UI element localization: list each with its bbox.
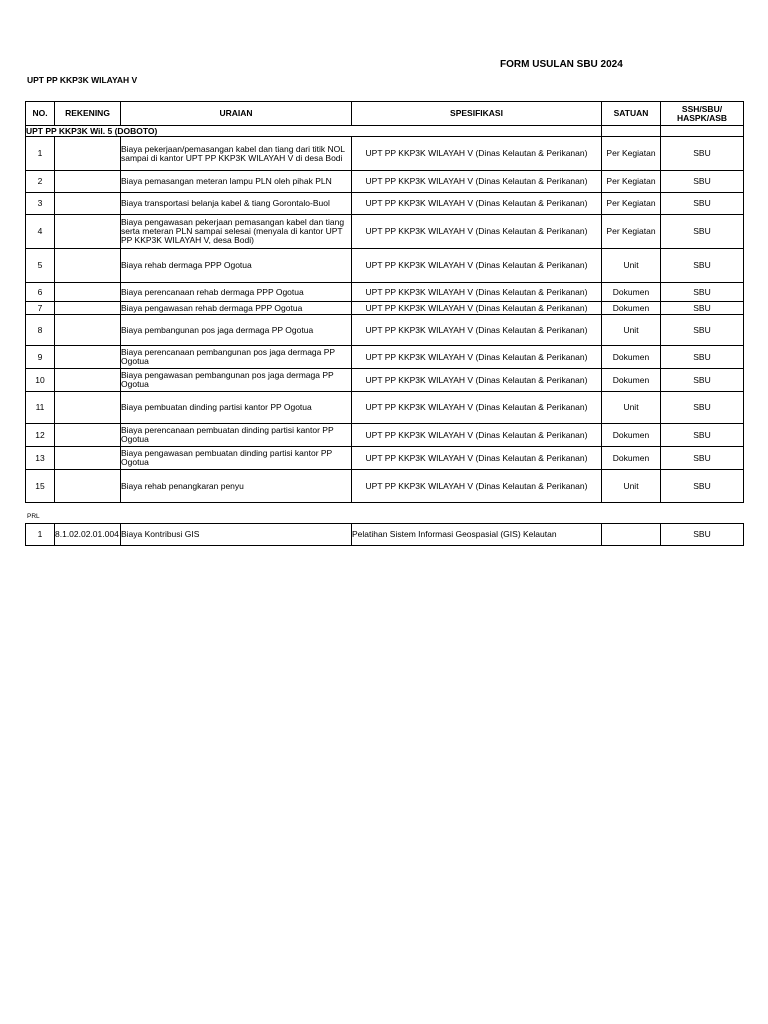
cell-rekening <box>55 315 121 346</box>
cell-satuan: Unit <box>602 249 661 283</box>
cell-spesifikasi: UPT PP KKP3K WILAYAH V (Dinas Kelautan & Perikanan) <box>352 302 602 315</box>
cell-rekening: 8.1.02.02.01.004 <box>55 524 121 546</box>
cell-satuan: Dokumen <box>602 302 661 315</box>
cell-no: 4 <box>26 215 55 249</box>
header-ssh-line2: HASPK/ASB <box>676 112 728 123</box>
cell-no: 10 <box>26 369 55 392</box>
cell-satuan: Per Kegiatan <box>602 193 661 215</box>
cell-ssh: SBU <box>661 447 744 470</box>
cell-ssh: SBU <box>661 315 744 346</box>
cell-ssh: SBU <box>661 283 744 302</box>
cell-ssh: SBU <box>661 137 744 171</box>
cell-no: 7 <box>26 302 55 315</box>
cell-spesifikasi: UPT PP KKP3K WILAYAH V (Dinas Kelautan & Perikanan) <box>352 249 602 283</box>
cell-uraian: Biaya pemasangan meteran lampu PLN oleh pihak PLN <box>121 171 352 193</box>
cell-satuan: Dokumen <box>602 447 661 470</box>
cell-satuan <box>602 524 661 546</box>
cell-uraian: Biaya transportasi belanja kabel & tiang Gorontalo-Buol <box>121 193 352 215</box>
cell-uraian: Biaya pembangunan pos jaga dermaga PP Ogotua <box>121 315 352 346</box>
cell-satuan: Dokumen <box>602 424 661 447</box>
cell-no: 6 <box>26 283 55 302</box>
cell-rekening <box>55 215 121 249</box>
cell-satuan: Unit <box>602 392 661 424</box>
cell-satuan: Unit <box>602 470 661 503</box>
header-no: NO. <box>26 102 55 126</box>
cell-no: 2 <box>26 171 55 193</box>
cell-spesifikasi: UPT PP KKP3K WILAYAH V (Dinas Kelautan & Perikanan) <box>352 215 602 249</box>
cell-no: 8 <box>26 315 55 346</box>
cell-ssh: SBU <box>661 524 744 546</box>
cell-rekening <box>55 470 121 503</box>
cell-ssh: SBU <box>661 369 744 392</box>
cell-uraian: Biaya perencanaan pembangunan pos jaga dermaga PP Ogotua <box>121 346 352 369</box>
sbu-table <box>25 101 744 503</box>
organization-label: UPT PP KKP3K WILAYAH V <box>27 75 138 85</box>
table-row <box>26 470 744 503</box>
cell-satuan: Dokumen <box>602 283 661 302</box>
table-row <box>26 424 744 447</box>
cell-rekening <box>55 424 121 447</box>
prl-label: PRL <box>27 513 40 520</box>
cell-satuan: Per Kegiatan <box>602 171 661 193</box>
section-cell-ssh <box>661 126 744 137</box>
header-rekening: REKENING <box>55 102 121 126</box>
cell-no: 9 <box>26 346 55 369</box>
header-ssh-line1: SSH/SBU/ <box>681 103 723 114</box>
header-ssh <box>661 102 744 126</box>
cell-ssh: SBU <box>661 249 744 283</box>
cell-no: 5 <box>26 249 55 283</box>
table-row <box>26 171 744 193</box>
cell-uraian: Biaya pengawasan rehab dermaga PPP Ogotua <box>121 302 352 315</box>
cell-no: 12 <box>26 424 55 447</box>
cell-ssh: SBU <box>661 470 744 503</box>
cell-no: 1 <box>26 137 55 171</box>
cell-rekening <box>55 392 121 424</box>
header-satuan: SATUAN <box>602 102 661 126</box>
table-row <box>26 315 744 346</box>
cell-rekening <box>55 137 121 171</box>
cell-rekening <box>55 249 121 283</box>
cell-no: 11 <box>26 392 55 424</box>
table-row <box>26 447 744 470</box>
cell-spesifikasi: UPT PP KKP3K WILAYAH V (Dinas Kelautan & Perikanan) <box>352 369 602 392</box>
cell-spesifikasi: UPT PP KKP3K WILAYAH V (Dinas Kelautan & Perikanan) <box>352 193 602 215</box>
table-row <box>26 302 744 315</box>
cell-no: 1 <box>26 524 55 546</box>
cell-rekening <box>55 302 121 315</box>
table-row <box>26 249 744 283</box>
cell-spesifikasi: UPT PP KKP3K WILAYAH V (Dinas Kelautan & Perikanan) <box>352 171 602 193</box>
cell-satuan: Dokumen <box>602 346 661 369</box>
section-label: UPT PP KKP3K Wil. 5 (DOBOTO) <box>26 126 352 137</box>
cell-uraian: Biaya perencanaan pembuatan dinding partisi kantor PP Ogotua <box>121 424 352 447</box>
cell-spesifikasi: UPT PP KKP3K WILAYAH V (Dinas Kelautan & Perikanan) <box>352 283 602 302</box>
cell-spesifikasi: UPT PP KKP3K WILAYAH V (Dinas Kelautan & Perikanan) <box>352 346 602 369</box>
cell-uraian: Biaya rehab dermaga PPP Ogotua <box>121 249 352 283</box>
section-row <box>26 126 744 137</box>
cell-rekening <box>55 193 121 215</box>
section-cell-satuan <box>602 126 661 137</box>
cell-ssh: SBU <box>661 424 744 447</box>
cell-satuan: Unit <box>602 315 661 346</box>
cell-no: 15 <box>26 470 55 503</box>
cell-spesifikasi: UPT PP KKP3K WILAYAH V (Dinas Kelautan & Perikanan) <box>352 137 602 171</box>
cell-rekening <box>55 369 121 392</box>
cell-ssh: SBU <box>661 392 744 424</box>
cell-spesifikasi: UPT PP KKP3K WILAYAH V (Dinas Kelautan & Perikanan) <box>352 315 602 346</box>
table-row <box>26 283 744 302</box>
cell-spesifikasi: UPT PP KKP3K WILAYAH V (Dinas Kelautan & Perikanan) <box>352 392 602 424</box>
header-spesifikasi: SPESIFIKASI <box>352 102 602 126</box>
table-row <box>26 346 744 369</box>
cell-uraian: Biaya Kontribusi GIS <box>121 524 352 546</box>
table-row <box>26 215 744 249</box>
cell-rekening <box>55 346 121 369</box>
cell-uraian: Biaya pengawasan pembangunan pos jaga dermaga PP Ogotua <box>121 369 352 392</box>
cell-rekening <box>55 283 121 302</box>
cell-uraian: Biaya pekerjaan/pemasangan kabel dan tiang dari titik NOL sampai di kantor UPT PP KKP3K WILAYAH V di desa Bodi <box>121 137 352 171</box>
table-row <box>26 193 744 215</box>
table-row <box>26 392 744 424</box>
cell-no: 3 <box>26 193 55 215</box>
cell-spesifikasi: UPT PP KKP3K WILAYAH V (Dinas Kelautan & Perikanan) <box>352 447 602 470</box>
page-title: FORM USULAN SBU 2024 <box>500 59 623 70</box>
cell-satuan: Per Kegiatan <box>602 137 661 171</box>
cell-no: 13 <box>26 447 55 470</box>
cell-spesifikasi: Pelatihan Sistem Informasi Geospasial (GIS) Kelautan <box>352 524 602 546</box>
header-uraian: URAIAN <box>121 102 352 126</box>
cell-uraian: Biaya pengawasan pembuatan dinding partisi kantor PP Ogotua <box>121 447 352 470</box>
table-body <box>26 126 744 503</box>
cell-satuan: Per Kegiatan <box>602 215 661 249</box>
cell-spesifikasi: UPT PP KKP3K WILAYAH V (Dinas Kelautan & Perikanan) <box>352 470 602 503</box>
cell-uraian: Biaya pembuatan dinding partisi kantor PP Ogotua <box>121 392 352 424</box>
table-row <box>26 369 744 392</box>
prl-table-body <box>26 524 744 546</box>
cell-ssh: SBU <box>661 215 744 249</box>
section-cell-spesifikasi <box>352 126 602 137</box>
cell-uraian: Biaya rehab penangkaran penyu <box>121 470 352 503</box>
cell-ssh: SBU <box>661 193 744 215</box>
table-header-row <box>26 102 744 126</box>
cell-ssh: SBU <box>661 302 744 315</box>
cell-rekening <box>55 447 121 470</box>
cell-ssh: SBU <box>661 346 744 369</box>
cell-spesifikasi: UPT PP KKP3K WILAYAH V (Dinas Kelautan & Perikanan) <box>352 424 602 447</box>
prl-table <box>25 523 744 546</box>
table-row <box>26 137 744 171</box>
cell-ssh: SBU <box>661 171 744 193</box>
cell-uraian: Biaya pengawasan pekerjaan pemasangan kabel dan tiang serta meteran PLN sampai selesai (menyala di kantor UPT PP KKP3K WILAYAH V, desa Bodi) <box>121 215 352 249</box>
cell-rekening <box>55 171 121 193</box>
cell-satuan: Dokumen <box>602 369 661 392</box>
table-row <box>26 524 744 546</box>
cell-uraian: Biaya perencanaan rehab dermaga PPP Ogotua <box>121 283 352 302</box>
